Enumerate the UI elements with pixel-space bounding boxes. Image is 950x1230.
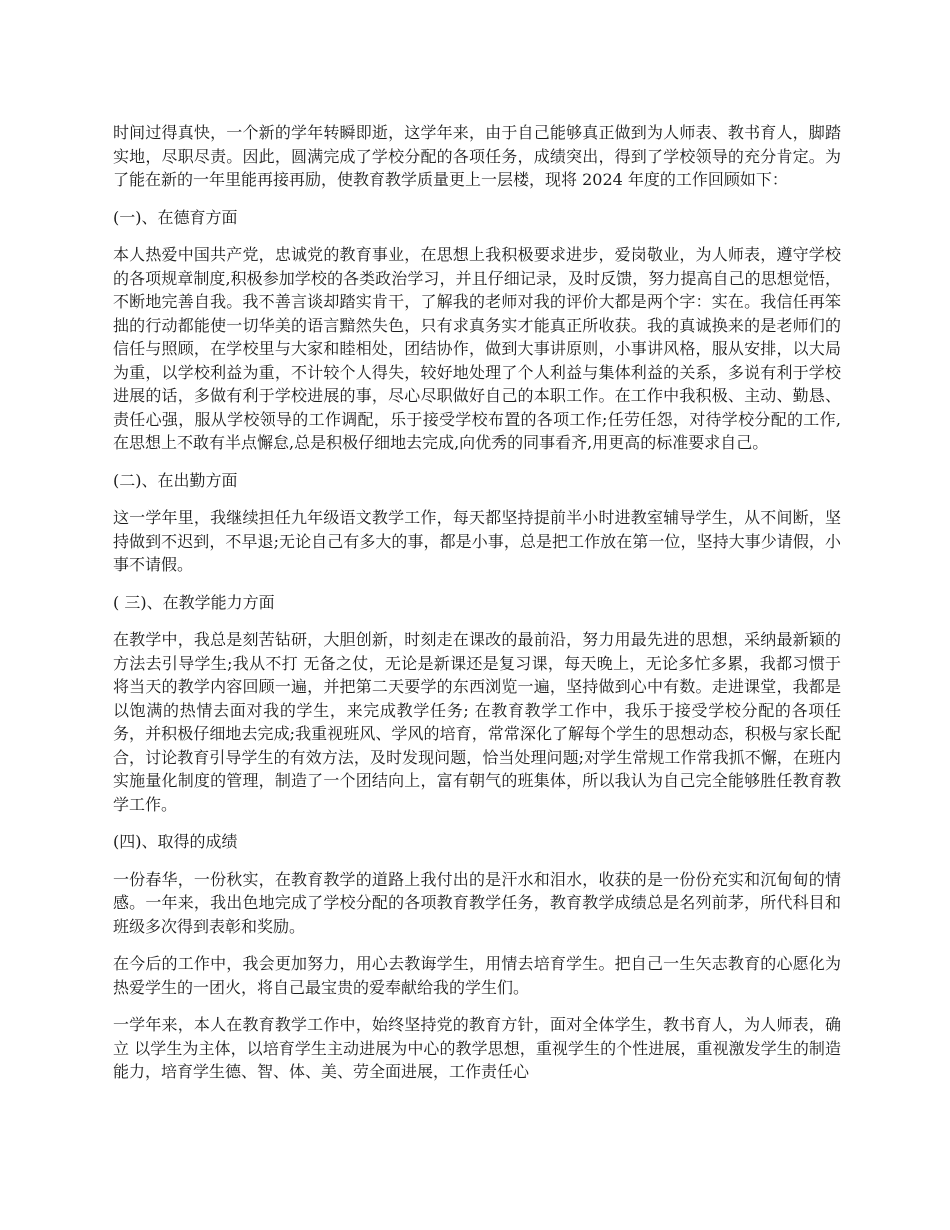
teaching-ability-paragraph: 在教学中，我总是刻苦钻研，大胆创新，时刻走在课改的最前沿，努力用最先进的思想，采纳最新颖的方法去引导学生;我从不打 无备之仗，无论是新课还是复习课，每天晚上，无论多忙多累，我都习惯于将当天的教学内容回顾一遍，并把第二天要学的东西浏览一遍，坚持做到心中有数。走进课堂，我都是以饱满的热情去面对我的学生，来完成教学任务; 在教育教学工作中，我乐于接受学校分配的各项任务，并积极仔细地去完成;我重视班风、学风的培育，常常深化了解每个学生的思想动态，积极与家长配合，讨论教育引导学生的有效方法，及时发现问题，恰当处理问题;对学生常规工作常我抓不懈，在班内实施量化制度的管理，制造了一个团结向上，富有朝气的班集体，所以我认为自己完全能够胜任教育教学工作。: [113, 630, 841, 814]
future-work-paragraph: 在今后的工作中，我会更加努力，用心去教诲学生，用情去培育学生。把自己一生矢志教育的心愿化为热爱学生的一团火，将自己最宝贵的爱奉献给我的学生们。: [113, 954, 841, 997]
section-heading-moral-education: (一)、在德育方面: [113, 207, 238, 227]
document-body: [113, 121, 841, 1098]
achievements-paragraph: 一份春华，一份秋实，在教育教学的道路上我付出的是汗水和泪水，收获的是一份份充实和沉甸甸的情感。一年来，我出色地完成了学校分配的各项教育教学任务，教育教学成绩总是名列前茅，所代科目和班级多次得到表彰和奖励。: [113, 869, 841, 936]
section-heading-teaching-ability: ( 三)、在教学能力方面: [113, 592, 275, 612]
attendance-paragraph: 这一学年里，我继续担任九年级语文教学工作，每天都坚持提前半小时进教室辅导学生，从不间断，坚持做到不迟到，不早退;无论自己有多大的事，都是小事，总是把工作放在第一位，坚持大事少请假，小事不请假。: [113, 508, 841, 574]
moral-education-paragraph: 本人热爱中国共产党，忠诚党的教育事业，在思想上我积极要求进步，爱岗敬业，为人师表，遵守学校的各项规章制度,积极参加学校的各类政治学习，并且仔细记录，及时反馈，努力提高自己的思想觉悟，不断地完善自我。我不善言谈却踏实肯干，了解我的老师对我的评价大都是两个字：实在。我信任再笨拙的行动都能使一切华美的语言黯然失色，只有求真务实才能真正所收获。我的真诚换来的是老师们的信任与照顾，在学校里与大家和睦相处，团结协作，做到大事讲原则，小事讲风格，服从安排，以大局为重，以学校利益为重，不计较个人得失，较好地处理了个人利益与集体利益的关系，多说有利于学校进展的话，多做有利于学校进展的事，尽心尽职做好自己的本职工作。在工作中我积极、主动、勤恳、责任心强，服从学校领导的工作调配，乐于接受学校布置的各项工作;任劳任怨，对待学校分配的工作,在思想上不敢有半点懈怠,总是积极仔细地去完成,向优秀的同事看齐,用更高的标准要求自己。: [113, 245, 841, 452]
section-heading-achievements: (四)、取得的成绩: [113, 832, 238, 851]
intro-paragraph: 时间过得真快，一个新的学年转瞬即逝，这学年来，由于自己能够真正做到为人师表、教书育人，脚踏实地，尽职尽责。因此，圆满完成了学校分配的各项任务，成绩突出，得到了学校领导的充分肯定。为了能在新的一年里能再接再励，使教育教学质量更上一层楼，现将 2024 年度的工作回顾如下：: [113, 123, 841, 189]
summary-paragraph: 一学年来，本人在教育教学工作中，始终坚持党的教育方针，面对全体学生，教书育人，为人师表，确立 以学生为主体，以培育学生主动进展为中心的教学思想，重视学生的个性进展，重视激发学生的制造能力，培育学生德、智、体、美、劳全面进展，工作责任心: [113, 1015, 841, 1081]
section-heading-attendance: (二)、在出勤方面: [113, 470, 238, 490]
